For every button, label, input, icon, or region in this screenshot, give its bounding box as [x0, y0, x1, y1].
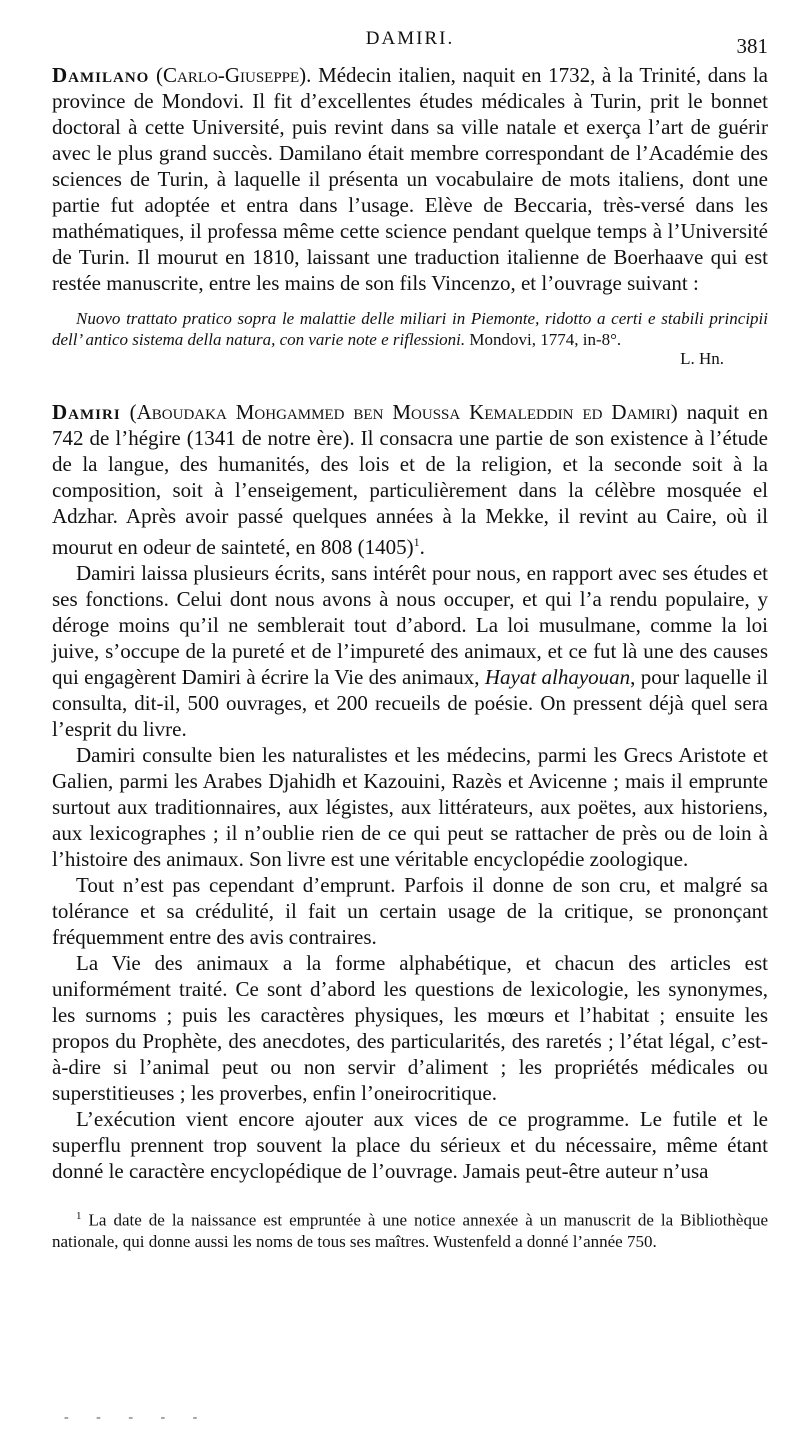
damilano-body: Médecin italien, naquit en 1732, à la Trinité, dans la province de Mondovi. Il fit d’excellentes études médicales à Turin, prit le bonnet doctoral à cette Université, puis revint dans sa ville natale et exerça l’art de guérir avec le plus grand succès. Damilano était membre correspondant de l’Académie des sciences de Turin, à laquelle il présenta un vocabulaire de mots italiens, dont une partie fut adoptée et entra dans l’usage. Elève de Beccaria, très-versé dans les mathématiques, il professa même cette science pendant quelque temps à l’Université de Turin. Il mourut en 1810, laissant une traduction italienne de Boerhaave qui est restée manuscrite, entre les mains de son fils Vincenzo, et l’ouvrage suivant :: [52, 63, 769, 295]
book-title: Hayat alhayouan: [484, 665, 631, 689]
running-title: DAMIRI.: [365, 28, 455, 49]
damiri-p6: L’exécution vient encore ajouter aux vices de ce programme. Le futile et le superflu prennent trop souvent la place du sérieux et du nécessaire, même étant donné le caractère encyclopédique de l’ouvrage. Jamais peut-être auteur n’usa: [52, 1107, 768, 1183]
damiri-p3: Damiri consulte bien les naturalistes et les médecins, parmi les Grecs Aristote et Galien, parmi les Arabes Djahidh et Kazouini, Razès et Avicenne ; mais il emprunte surtout aux traditionnaires, aux légistes, aux littérateurs, aux poëtes, aux historiens, aux lexicographes ; il n’oublie rien de ce qui peut se rattacher de près ou de loin à l’histoire des animaux. Son livre est une véritable encyclopédie zoologique.: [52, 743, 768, 871]
footnote-reference[interactable]: 1: [413, 535, 420, 549]
page: [52, 22, 768, 1252]
footnote-marker: 1: [76, 1210, 82, 1222]
headword-damilano: Damilano: [52, 63, 150, 87]
damilano-names: (Carlo-Giuseppe).: [156, 63, 312, 87]
damiri-p1-text: naquit en 742 de l’hégire (1341 de notre ère). Il consacra une partie de son existence à l’étude de la langue, des humanités, des lois et de la religion, et la seconde soit à la composition, soit à l’enseigement, particulièrement dans la célèbre mosquée el Adzhar. Après avoir passé quelques années à la Mekke, il revint au Caire, où il mourut en odeur de sainteté, en 808 (1405): [52, 400, 769, 559]
damiri-names: (Aboudaka Mohgammed ben Moussa Kemaleddin ed Damiri): [129, 400, 678, 424]
damiri-p5: La Vie des animaux a la forme alphabétique, et chacun des articles est uniformément traité. Ce sont d’abord les questions de lexicologie, les synonymes, les surnoms ; puis les caractères physiques, les mœurs et l’habitat ; ensuite les propos du Prophète, des anecdotes, des particularités, des raretés ; l’état légal, c’est-à-dire si l’animal peut ou non servir d’aliment ; les propriétés médicales ou superstitieuses ; les proverbes, enfin l’oneirocritique.: [52, 951, 768, 1105]
running-head: [52, 22, 768, 62]
citation-publication: Mondovi, 1774, in-8°.: [465, 330, 622, 349]
damiri-p4: Tout n’est pas cependant d’emprunt. Parfois il donne de son cru, et malgré sa tolérance et sa crédulité, il fait un certain usage de la critique, se prononçant fréquemment entre des avis contraires.: [52, 873, 768, 949]
citation: [52, 308, 768, 350]
citation-title: Nuovo trattato pratico sopra le malattie delle miliari in Piemonte, ridotto a certi e stabili principii dell’ antico sistema della natura, con varie note e riflessioni.: [52, 309, 768, 349]
entry-damilano: [52, 62, 768, 296]
footnote-text: La date de la naissance est empruntée à une notice annexée à un manuscrit de la Bibliothèque nationale, qui donne aussi les noms de tous ses maîtres. Wustenfeld a donné l’année 750.: [52, 1210, 768, 1251]
footnote: [52, 1206, 768, 1252]
page-number: 381: [736, 34, 768, 58]
damiri-p2: Damiri laissa plusieurs écrits, sans intérêt pour nous, en rapport avec ses études et ses fonctions. Celui dont nous avons à nous occuper, et qui l’a rendu populaire, y déroge moins qu’il ne semblerait tout d’abord. La loi musulmane, comme la loi juive, s’occupe de la pureté et de l’impureté des animaux, et ce fut là une des causes qui engagèrent Damiri à écrire la Vie des animaux, Hayat alhayouan, pour laquelle il consulta, dit-il, 500 ouvrages, et 200 recueils de poésie. On pressent déjà quel sera l’esprit du livre.: [52, 561, 769, 741]
entry-damiri-p1: Damiri (Aboudaka Mohgammed ben Moussa Kemaleddin ed Damiri) naquit en 742 de l’hégire (1341 de notre ère). Il consacra une partie de son existence à l’étude de la langue, des humanités, des lois et de la religion, et la seconde soit à la composition, soit à l’enseigement, particulièrement dans la célèbre mosquée el Adzhar. Après avoir passé quelques années à la Mekke, il revint au Caire, où il mourut en odeur de sainteté, en 808 $(1405)^1$.: [52, 400, 769, 559]
headword-damiri: Damiri: [52, 400, 121, 424]
bottom-marks: - - - - -: [64, 1410, 210, 1425]
author-signature: L. Hn.: [680, 349, 724, 368]
